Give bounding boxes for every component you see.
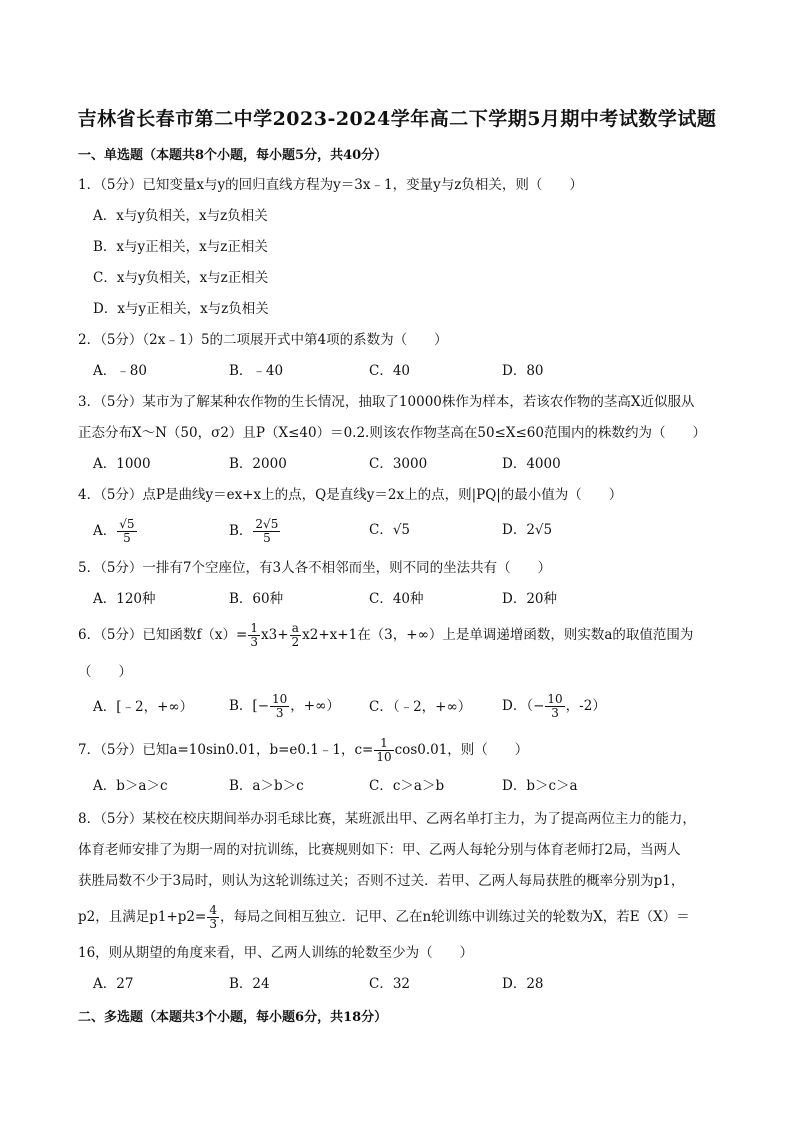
q8-option-d: D．28 bbox=[502, 976, 544, 992]
q1-option-a: A．x与y负相关，x与z负相关 bbox=[93, 208, 268, 224]
q4-option-b-fraction: $\frac{2√5}{5}$ bbox=[255, 517, 279, 545]
question-8-stem-line-3: 获胜局数不少于3局时，则认为这轮训练过关；否则不过关．若甲、乙两人每局获胜的概率分别为p1， bbox=[78, 873, 685, 889]
q3-option-d: D．4000 bbox=[502, 456, 561, 472]
question-7-stem: 7．（5分）已知a=10sin0.01，b=e0.1﹣1，c= $\frac{1}{10}$ cos0.01，则（ ） bbox=[78, 736, 529, 764]
q8-option-a: A．27 bbox=[93, 976, 134, 992]
q6-option-d: D．（− $\frac{10}{3}$ ，-2） bbox=[502, 692, 606, 720]
q3-option-a: A．1000 bbox=[93, 456, 151, 472]
q4-option-a-label: A． bbox=[93, 523, 117, 539]
question-8-stem-line-5: 16，则从期望的角度来看，甲、乙两人训练的轮数至少为（ ） bbox=[78, 945, 474, 961]
q6-option-b: B．[− $\frac{10}{3}$ ，+∞） bbox=[229, 692, 340, 720]
q2-option-b: B．﹣40 bbox=[229, 363, 284, 379]
question-2-stem: 2．（5分）（2x﹣1）5的二项展开式中第4项的系数为（ ） bbox=[78, 332, 448, 348]
q4-option-a bbox=[93, 518, 138, 545]
q7-option-a: A．b＞a＞c bbox=[93, 778, 168, 794]
q5-option-c: C．40种 bbox=[369, 591, 424, 607]
q6-option-a: A．[﹣2，+∞） bbox=[93, 699, 194, 715]
question-8-stem-line-4: p2，且满足p1+p2= $\frac{4}{3}$ ，每局之间相互独立．记甲、乙在n轮训练中训练过关的轮数为X，若E（X）＝ bbox=[78, 903, 690, 931]
q1-option-c: C．x与y负相关，x与z正相关 bbox=[93, 270, 269, 286]
q8-option-c: C．32 bbox=[369, 976, 411, 992]
q4-option-a-fraction: $\frac{√5}{5}$ bbox=[119, 517, 135, 545]
q7-option-c: C．c＞a＞b bbox=[369, 778, 445, 794]
question-3-stem-line-1: 3．（5分）某市为了解某种农作物的生长情况，抽取了10000株作为样本，若该农作物的茎高X近似服从 bbox=[78, 394, 695, 410]
q4-option-c: C．√5 bbox=[369, 522, 411, 538]
q4-option-b bbox=[229, 518, 281, 545]
q3-option-c: C．3000 bbox=[369, 456, 428, 472]
question-3-stem-line-2: 正态分布X～N（50，σ2）且P（X≤40）＝0.2.则该农作物茎高在50≤X≤60范围内的株数约为（ ） bbox=[78, 425, 706, 441]
section-heading-single-choice: 一、单选题（本题共8个小题，每小题5分，共40分） bbox=[78, 148, 388, 163]
section-heading-multi-choice: 二、多选题（本题共3个小题，每小题6分，共18分） bbox=[78, 1010, 388, 1025]
q2-option-d: D．80 bbox=[502, 363, 544, 379]
question-6-answer-paren: （ ） bbox=[78, 664, 132, 680]
q8-option-b: B．24 bbox=[229, 976, 270, 992]
q5-option-b: B．60种 bbox=[229, 591, 284, 607]
q3-option-b: B．2000 bbox=[229, 456, 287, 472]
q6-function: f（x）= $\frac{1}{3}$ x3+ $\frac{a}{2}$ x2+x+1 bbox=[196, 621, 358, 649]
q7-option-b: B．a＞b＞c bbox=[229, 778, 304, 794]
q5-option-d: D．20种 bbox=[502, 591, 558, 607]
question-5-stem: 5．（5分）一排有7个空座位，有3人各不相邻而坐，则不同的坐法共有（ ） bbox=[78, 560, 552, 576]
q6-option-c: C．（﹣2，+∞） bbox=[369, 699, 472, 715]
page-title: 吉林省长春市第二中学2023-2024学年高二下学期5月期中考试数学试题 bbox=[77, 108, 717, 130]
question-1-stem: 1．（5分）已知变量x与y的回归直线方程为y＝3x﹣1，变量y与z负相关，则（ ） bbox=[78, 177, 583, 193]
question-4-stem: 4．（5分）点P是曲线y＝ex+x上的点，Q是直线y＝2x上的点，则|PQ|的最小值为（ ） bbox=[78, 487, 623, 503]
q1-option-b: B．x与y正相关，x与z正相关 bbox=[93, 239, 268, 255]
question-8-stem-line-1: 8．（5分）某校在校庆期间举办羽毛球比赛，某班派出甲、乙两名单打主力，为了提高两位主力的能力， bbox=[78, 811, 696, 827]
q1-option-d: D．x与y正相关，x与z负相关 bbox=[93, 301, 269, 317]
q5-option-a: A．120种 bbox=[93, 591, 156, 607]
q4-option-b-label: B． bbox=[229, 523, 253, 539]
q2-option-a: A．﹣80 bbox=[93, 363, 147, 379]
q2-option-c: C．40 bbox=[369, 363, 411, 379]
question-6-stem: 6．（5分）已知函数f（x）= $\frac{1}{3}$ x3+ $\frac{a}{2}$ x2+x+1在（3，+∞）上是单调递增函数，则实数a的取值范围为 bbox=[78, 621, 694, 649]
question-8-stem-line-2: 体育老师安排了为期一周的对抗训练，比赛规则如下：甲、乙两人每轮分别与体育老师打2局，当两人 bbox=[78, 842, 681, 858]
q4-option-d: D．2√5 bbox=[502, 522, 553, 538]
q7-option-d: D．b＞c＞a bbox=[502, 778, 578, 794]
